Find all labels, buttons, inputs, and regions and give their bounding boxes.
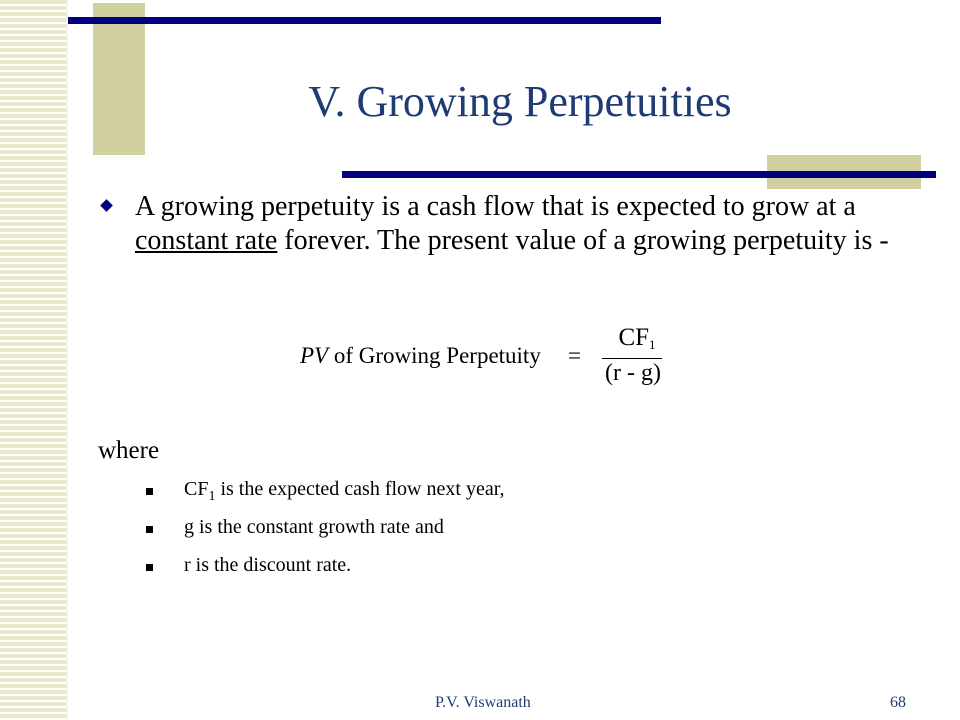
decorative-stripes bbox=[0, 0, 68, 720]
formula-denominator: (r - g) bbox=[605, 360, 661, 386]
definition-text bbox=[184, 478, 505, 505]
main-bullet-text bbox=[135, 190, 922, 258]
numerator-subscript: 1 bbox=[649, 337, 656, 352]
definition-prefix: CF bbox=[184, 478, 209, 500]
where-label: where bbox=[98, 437, 160, 464]
decorative-olive-block-top bbox=[93, 3, 145, 155]
bullet-text-underlined: constant rate bbox=[135, 225, 278, 256]
square-bullet-icon bbox=[146, 526, 153, 533]
formula-lhs-text: of Growing Perpetuity bbox=[328, 343, 541, 368]
main-bullet bbox=[102, 190, 922, 258]
slide-title: V. Growing Perpetuities bbox=[308, 77, 732, 126]
bullet-text-end: forever. The present value of a growing perpetuity is - bbox=[277, 225, 889, 256]
formula-equals: = bbox=[568, 343, 581, 368]
formula-numerator bbox=[612, 324, 662, 353]
bullet-text-start: A growing perpetuity is a cash flow that is expected to grow at a bbox=[135, 191, 856, 222]
decorative-navy-bar-top bbox=[68, 17, 661, 24]
square-bullet-icon bbox=[146, 488, 153, 495]
definition-text: r is the discount rate. bbox=[184, 554, 352, 576]
definition-subscript: 1 bbox=[208, 489, 216, 504]
formula-left-side bbox=[300, 343, 541, 369]
page-number: 68 bbox=[890, 694, 906, 711]
numerator-base: CF bbox=[618, 324, 650, 351]
formula-pv: PV bbox=[300, 343, 329, 368]
fraction-bar bbox=[602, 358, 662, 359]
square-bullet-icon bbox=[146, 564, 153, 571]
definition-body: is the expected cash flow next year, bbox=[215, 478, 505, 500]
footer-author: P.V. Viswanath bbox=[435, 694, 531, 711]
diamond-bullet-icon bbox=[100, 199, 113, 212]
decorative-navy-bar-middle bbox=[342, 171, 936, 178]
definition-text: g is the constant growth rate and bbox=[184, 516, 444, 538]
